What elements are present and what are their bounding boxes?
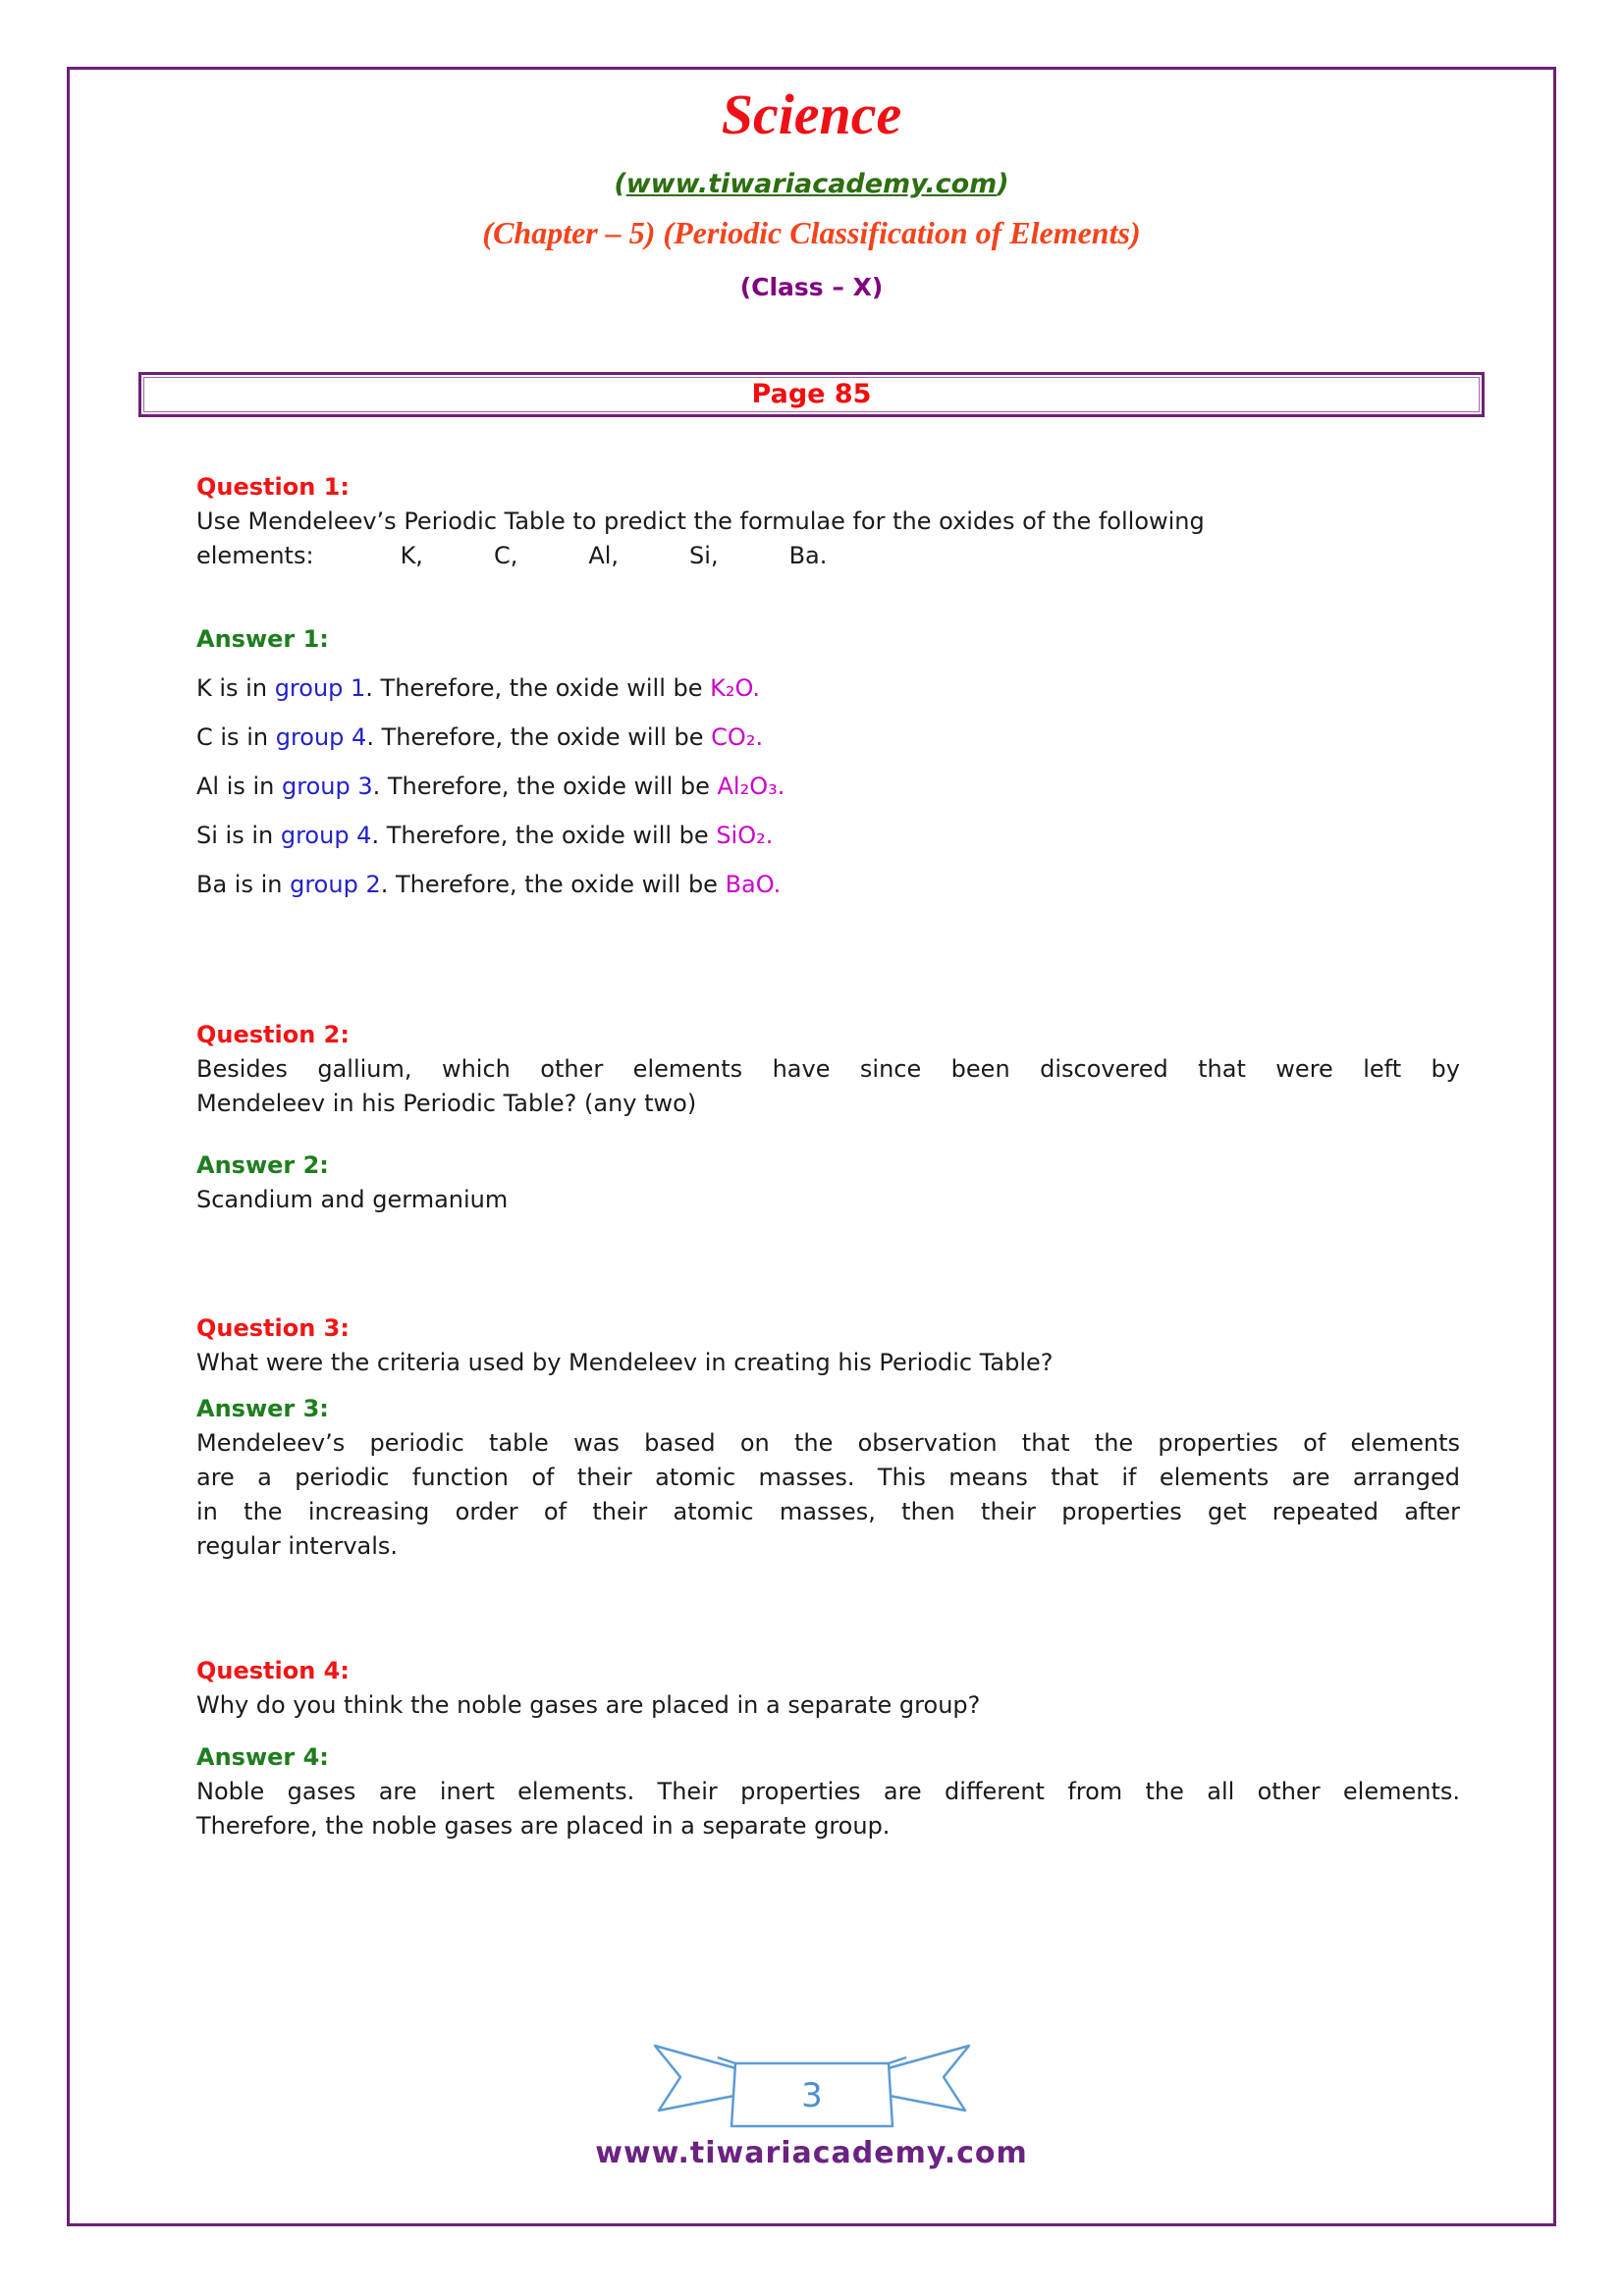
answer-line-text: Al is in (196, 773, 283, 800)
answer-line-text: . Therefore, the oxide will be (380, 871, 726, 898)
page-title: Science (721, 82, 902, 146)
question-text: Besides gallium, which other elements have since been discovered that were left by (196, 1055, 1460, 1083)
answer-line-text: . Therefore, the oxide will be (371, 822, 717, 849)
answer-text: Noble gases are inert elements. Their properties are different from the all other elements. (196, 1778, 1460, 1805)
answer-line-text: Ba is in (196, 871, 291, 898)
question-2-section (196, 1018, 1460, 1217)
group-ref: group 1 (274, 674, 366, 702)
answer-line-text: . Therefore, the oxide will be (365, 674, 711, 702)
answer-text: Scandium and germanium (196, 1186, 509, 1213)
elements-label: elements: (196, 542, 314, 569)
answer-text: are a periodic function of their atomic masses. This means that if elements are arranged (196, 1464, 1460, 1491)
group-ref: group 4 (275, 723, 367, 751)
oxide-formula: CO₂. (711, 723, 764, 751)
answer-line (196, 721, 1460, 755)
answer-text: Therefore, the noble gases are placed in a separate group. (196, 1812, 891, 1840)
element-symbol: C, (493, 542, 518, 569)
question-text: What were the criteria used by Mendeleev in creating his Periodic Table? (196, 1349, 1054, 1376)
page-number: 3 (800, 2076, 823, 2115)
answer-line-text: . Therefore, the oxide will be (366, 723, 712, 751)
oxide-formula: BaO. (725, 871, 782, 898)
answer-label: Answer 1: (196, 625, 329, 653)
answer-line (196, 819, 1460, 853)
answer-line (196, 671, 1460, 706)
question-label: Question 2: (196, 1021, 350, 1048)
answer-line-text: K is in (196, 674, 275, 702)
answer-line-text: Si is in (196, 822, 281, 849)
answer-label: Answer 2: (196, 1151, 329, 1179)
answer-text: in the increasing order of their atomic masses, then their properties get repeated after (196, 1498, 1460, 1525)
question-label: Question 3: (196, 1314, 350, 1342)
answer-line-text: . Therefore, the oxide will be (372, 773, 718, 800)
page-content (70, 70, 1553, 2223)
oxide-formula: SiO₂. (716, 822, 774, 849)
footer-site-text: www.tiwariacademy.com (595, 2136, 1028, 2170)
element-symbol: K, (400, 542, 423, 569)
group-ref: group 4 (280, 822, 372, 849)
site-link-line (70, 168, 1553, 201)
question-4-section (196, 1654, 1460, 1843)
class-label: (Class – X) (739, 273, 884, 301)
site-paren-open: ( (614, 169, 626, 199)
page-number-banner (138, 372, 1485, 417)
answer-label: Answer 3: (196, 1395, 329, 1422)
oxide-formula: Al₂O₃. (717, 773, 785, 800)
question-text: Use Mendeleev’s Periodic Table to predict the formulae for the oxides of the following (196, 507, 1205, 535)
element-symbol: Ba. (788, 542, 828, 569)
answer-line-text: C is in (196, 723, 276, 751)
site-link[interactable]: www.tiwariacademy.com (625, 169, 998, 199)
question-label: Question 1: (196, 473, 350, 501)
answer-line (196, 868, 1460, 902)
question-text: Why do you think the noble gases are placed in a separate group? (196, 1691, 981, 1719)
question-text: Mendeleev in his Periodic Table? (any two) (196, 1090, 697, 1117)
question-3-section (196, 1311, 1460, 1564)
group-ref: group 2 (290, 871, 381, 898)
page-banner-label: Page 85 (751, 379, 872, 409)
answer-text: regular intervals. (196, 1532, 399, 1560)
element-symbol: Si, (689, 542, 719, 569)
question-label: Question 4: (196, 1657, 350, 1684)
header (70, 70, 1553, 417)
element-symbol: Al, (588, 542, 620, 569)
question-1-section (196, 470, 1460, 902)
oxide-formula: K₂O. (710, 674, 761, 702)
group-ref: group 3 (282, 773, 373, 800)
answer-text: Mendeleev’s periodic table was based on the observation that the properties of elements (196, 1429, 1460, 1457)
answer-line (196, 770, 1460, 804)
qa-body (70, 470, 1553, 1843)
chapter-title: (Chapter – 5) (Periodic Classification of Elements) (482, 215, 1141, 250)
page-number-ribbon-icon (645, 2036, 979, 2132)
footer (70, 2036, 1553, 2171)
question-elements-row (196, 539, 1460, 573)
answer-label: Answer 4: (196, 1743, 329, 1771)
site-paren-close: ) (997, 169, 1009, 199)
